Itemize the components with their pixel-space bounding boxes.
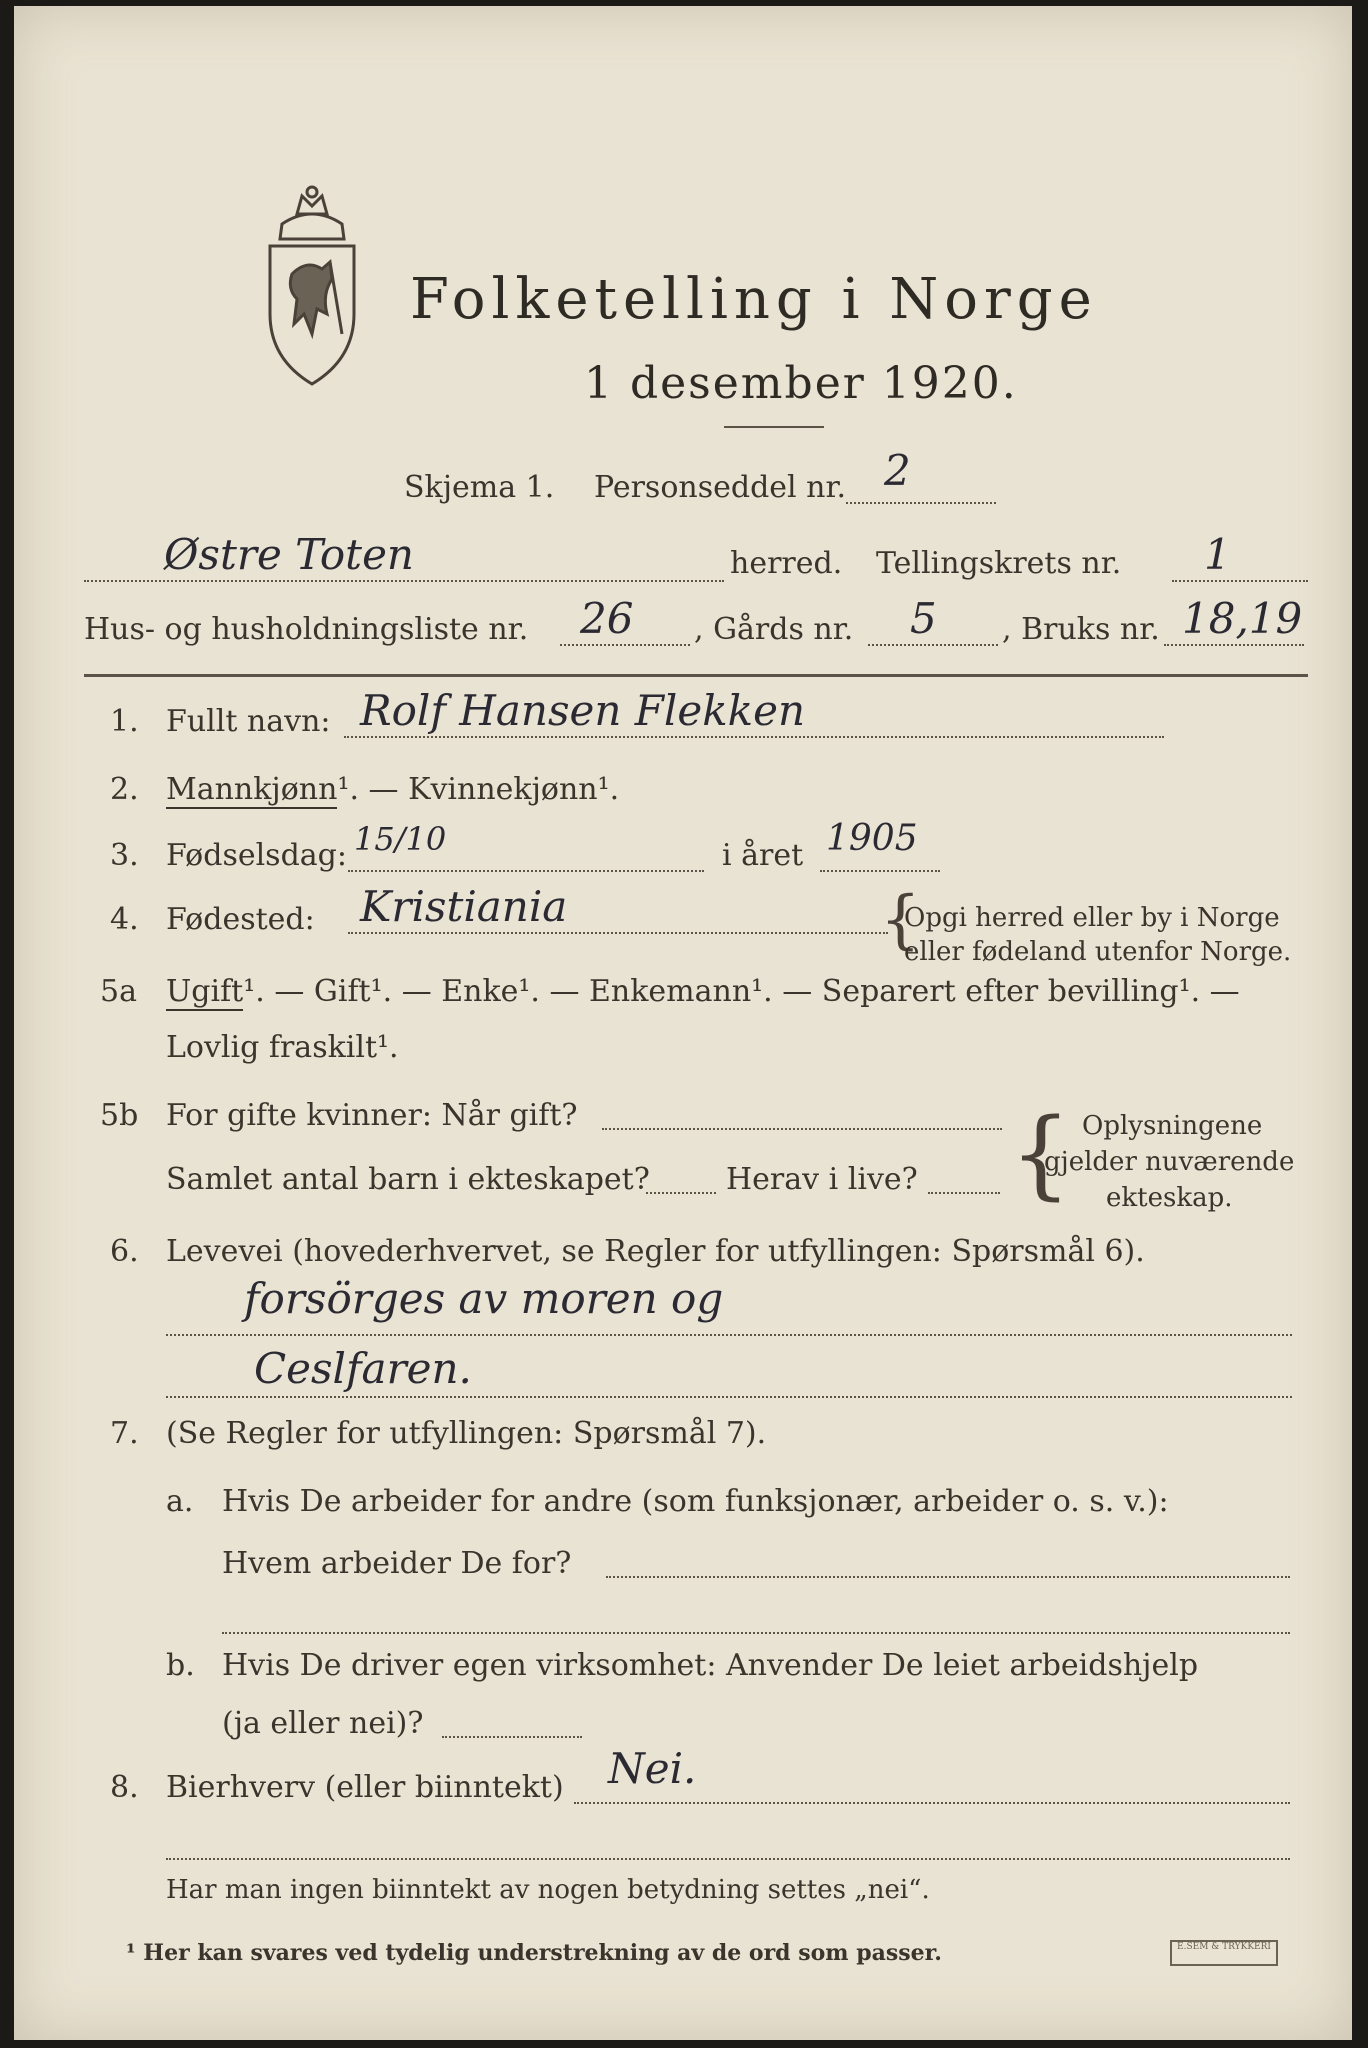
gards-value: 5 (910, 594, 937, 643)
q6-number: 6. (110, 1234, 139, 1269)
q5b-brace: { (1010, 1098, 1072, 1210)
census-date: 1 desember 1920. (584, 358, 1018, 409)
birth-year-field[interactable] (820, 870, 940, 872)
q5a-number: 5a (100, 974, 137, 1009)
q5b-note-1: Oplysningene (1082, 1111, 1263, 1141)
employer-field-2[interactable] (222, 1632, 1290, 1634)
children-count-field[interactable] (646, 1192, 716, 1194)
q4-number: 4. (110, 902, 139, 937)
q4-note-2: eller fødeland utenfor Norge. (904, 937, 1292, 967)
occupation-value-2: Ceslfaren. (254, 1344, 472, 1393)
side-income-field-2[interactable] (166, 1858, 1290, 1860)
mannkjonn-option[interactable]: Mannkjønn (166, 772, 338, 807)
bruks-field[interactable] (1164, 644, 1304, 646)
bruks-value: 18,19 (1182, 594, 1303, 643)
q5b-note-2: gjelder nuværende (1044, 1147, 1295, 1177)
birthplace-value: Kristiania (360, 882, 568, 931)
birthday-field[interactable] (348, 870, 704, 872)
q5b-label: For gifte kvinner: Når gift? (166, 1098, 578, 1133)
full-name-value: Rolf Hansen Flekken (360, 686, 805, 735)
herred-value: Østre Toten (164, 530, 414, 579)
q1-number: 1. (110, 704, 139, 739)
q5b-live: Herav i live? (726, 1162, 918, 1197)
children-alive-field[interactable] (928, 1192, 1000, 1194)
q5a-options (166, 974, 1240, 1010)
q3-label: Fødselsdag: (166, 838, 347, 873)
q7b-line2: (ja eller nei)? (222, 1706, 424, 1741)
footnote: ¹ Her kan svares ved tydelig understrekning av de ord som passer. (126, 1940, 942, 1966)
q5b-note-3: ekteskap. (1106, 1183, 1233, 1213)
q7-label: (Se Regler for utfyllingen: Spørsmål 7). (166, 1416, 767, 1451)
q2-number: 2. (110, 772, 139, 807)
hus-label: Hus- og husholdningsliste nr. (84, 612, 529, 647)
q5a-rest: ¹. — Gift¹. — Enke¹. — Enkemann¹. — Separert efter bevilling¹. — (243, 974, 1240, 1009)
title-divider (724, 426, 824, 428)
q5b-barn: Samlet antal barn i ekteskapet? (166, 1162, 650, 1197)
skjema-label: Skjema 1. (404, 470, 555, 505)
ugift-option[interactable]: Ugift (166, 974, 244, 1009)
census-form-page (14, 6, 1352, 2040)
occupation-field-1[interactable] (166, 1334, 1292, 1336)
herred-label: herred. (730, 546, 843, 581)
q7-number: 7. (110, 1416, 139, 1451)
q2-rest: ¹. — Kvinnekjønn¹. (337, 772, 620, 807)
q8-number: 8. (110, 1770, 139, 1805)
occupation-field-2[interactable] (166, 1396, 1292, 1398)
q5b-number: 5b (100, 1098, 139, 1133)
employer-field-1[interactable] (606, 1576, 1290, 1578)
birthday-value: 15/10 (354, 820, 447, 858)
q8-label: Bierhverv (eller biinntekt) (166, 1770, 564, 1805)
occupation-value-1: forsörges av moren og (244, 1274, 724, 1323)
tellingskrets-label: Tellingskrets nr. (876, 546, 1122, 581)
note-nei: Har man ingen biinntekt av nogen betydning settes „nei“. (166, 1875, 930, 1905)
tellingskrets-value: 1 (1204, 530, 1231, 579)
q7a-label: Hvis De arbeider for andre (som funksjonær, arbeider o. s. v.): (222, 1484, 1169, 1519)
personseddel-label: Personseddel nr. (594, 470, 847, 505)
q3-year-label: i året (722, 838, 804, 873)
q1-label: Fullt navn: (166, 704, 331, 739)
q7a-line2: Hvem arbeider De for? (222, 1546, 572, 1581)
q4-brace: { (880, 883, 921, 957)
side-income-field[interactable] (574, 1802, 1290, 1804)
q4-note-1: Opgi herred eller by i Norge (904, 903, 1280, 933)
bruks-label: , Bruks nr. (1002, 612, 1160, 647)
hired-help-field[interactable] (442, 1736, 582, 1738)
personseddel-value: 2 (884, 446, 911, 495)
q3-number: 3. (110, 838, 139, 873)
header-rule (84, 674, 1308, 677)
gards-field[interactable] (868, 644, 998, 646)
herred-field[interactable] (84, 580, 724, 582)
personseddel-field[interactable] (846, 502, 996, 504)
q5a-line2[interactable]: Lovlig fraskilt¹. (166, 1030, 399, 1065)
q2-mannkjonn (166, 772, 619, 808)
q7b-label: Hvis De driver egen virksomhet: Anvender De leiet arbeidshjelp (222, 1648, 1199, 1683)
stamp-text: E.SEM & TRYKKERI (1177, 1942, 1271, 1952)
coat-of-arms-icon (252, 184, 372, 394)
hus-field[interactable] (560, 644, 690, 646)
full-name-field[interactable] (344, 736, 1164, 738)
tellingskrets-field[interactable] (1172, 580, 1308, 582)
q7b-number: b. (166, 1648, 195, 1683)
married-when-field[interactable] (602, 1128, 1002, 1130)
birth-year-value: 1905 (826, 818, 918, 859)
q6-label: Levevei (hovederhvervet, se Regler for utfyllingen: Spørsmål 6). (166, 1234, 1145, 1269)
q4-label: Fødested: (166, 902, 315, 937)
gards-label: , Gårds nr. (694, 612, 854, 647)
hus-value: 26 (580, 594, 634, 643)
birthplace-field[interactable] (348, 932, 888, 934)
printer-stamp (1170, 1940, 1278, 1966)
side-income-value: Nei. (608, 1744, 697, 1793)
form-title: Folketelling i Norge (410, 267, 1098, 332)
q7a-number: a. (166, 1484, 194, 1519)
